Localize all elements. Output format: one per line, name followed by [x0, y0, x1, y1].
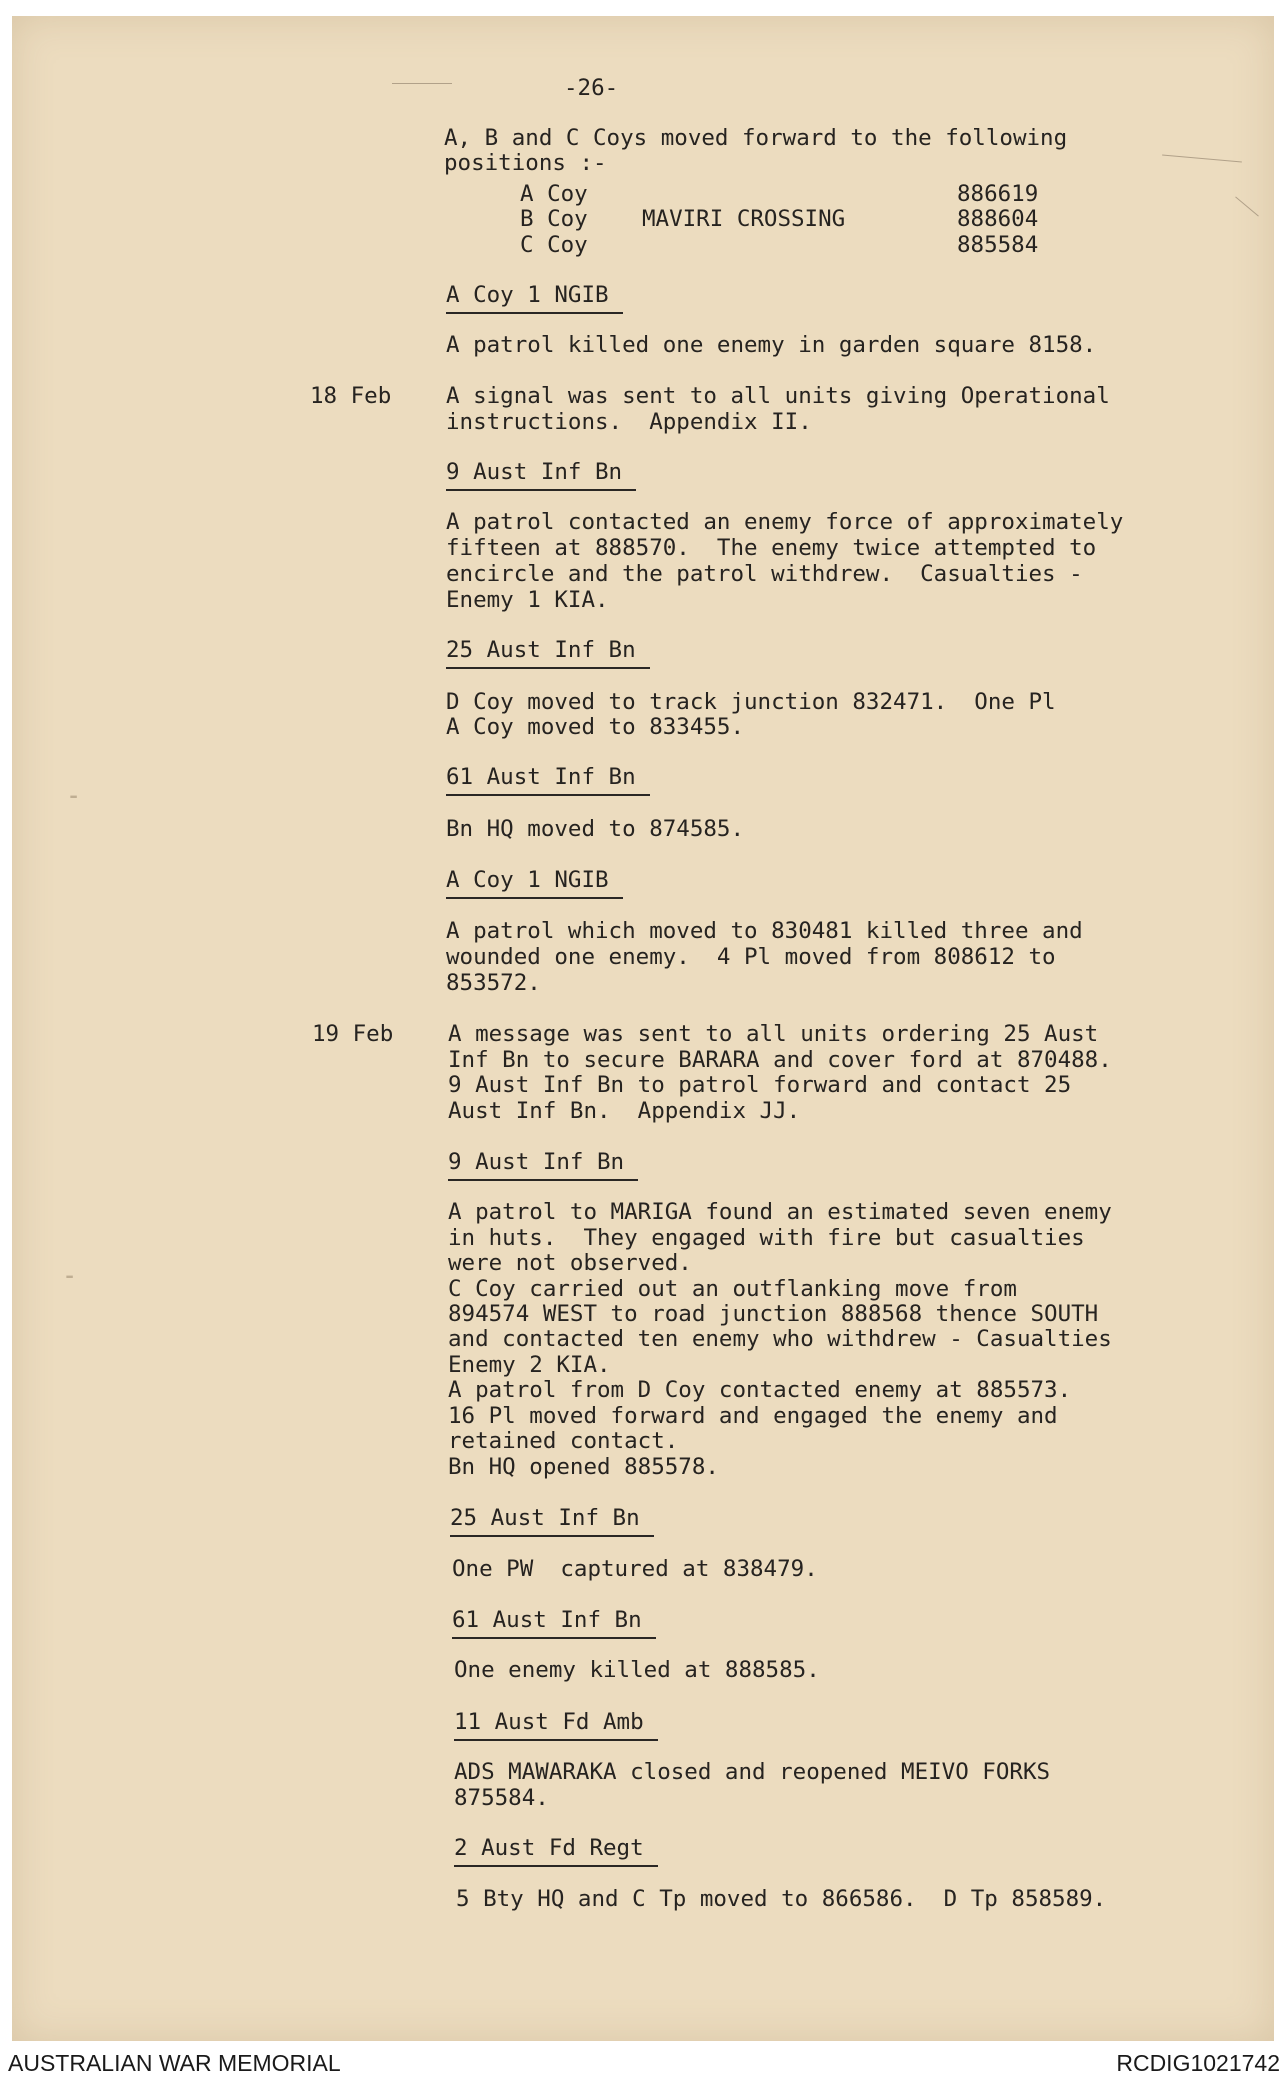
unit-heading: 11 Aust Fd Amb — [454, 1710, 658, 1741]
entry-line: Aust Inf Bn. Appendix JJ. — [448, 1098, 801, 1124]
punch-hole-mark: ⁃ — [64, 1266, 75, 1291]
punch-hole-mark: ⁃ — [68, 786, 79, 811]
unit-heading: 61 Aust Inf Bn — [452, 1608, 656, 1639]
page-number: -26- — [564, 75, 619, 101]
entry-line: D Coy moved to track junction 832471. One Pl — [446, 689, 1056, 715]
entry-line: A patrol killed one enemy in garden square 8158. — [446, 332, 1097, 358]
intro-line: A, B and C Coys moved forward to the following — [444, 125, 1068, 151]
entry-line: 853572. — [446, 970, 541, 996]
entry-line: A patrol from D Coy contacted enemy at 885573. — [448, 1377, 1072, 1403]
entry-line: Enemy 1 KIA. — [446, 587, 609, 613]
entry-line: A patrol to MARIGA found an estimated seven enemy — [448, 1199, 1112, 1225]
position-grid: 888604 — [957, 206, 1039, 232]
unit-heading: 25 Aust Inf Bn — [450, 1506, 654, 1537]
entry-line: and contacted ten enemy who withdrew - Casualties — [448, 1326, 1112, 1352]
entry-line: Inf Bn to secure BARARA and cover ford at 870488. — [448, 1047, 1112, 1073]
entry-line: Enemy 2 KIA. — [448, 1352, 611, 1378]
position-grid: 886619 — [957, 181, 1039, 207]
unit-heading: 9 Aust Inf Bn — [446, 460, 636, 491]
position-coy: C Coy — [520, 232, 588, 258]
position-coy: A Coy — [520, 181, 588, 207]
unit-heading: 25 Aust Inf Bn — [446, 638, 650, 669]
entry-line: wounded one enemy. 4 Pl moved from 808612 to — [446, 944, 1056, 970]
entry-line: A patrol contacted an enemy force of approximately — [446, 509, 1124, 535]
pencil-mark — [392, 83, 452, 84]
entry-line: Bn HQ opened 885578. — [448, 1454, 719, 1480]
entry-date: 18 Feb — [310, 383, 392, 409]
position-grid: 885584 — [957, 232, 1039, 258]
unit-heading: 2 Aust Fd Regt — [454, 1836, 658, 1867]
unit-heading: 9 Aust Inf Bn — [448, 1150, 638, 1181]
entry-line: in huts. They engaged with fire but casualties — [448, 1225, 1085, 1251]
entry-line: fifteen at 888570. The enemy twice attempted to — [446, 535, 1097, 561]
unit-heading: 61 Aust Inf Bn — [446, 765, 650, 796]
entry-line: 9 Aust Inf Bn to patrol forward and contact 25 — [448, 1072, 1072, 1098]
entry-line: One PW captured at 838479. — [452, 1556, 818, 1582]
entry-line: 16 Pl moved forward and engaged the enemy and — [448, 1403, 1058, 1429]
entry-line: C Coy carried out an outflanking move from — [448, 1276, 1017, 1302]
entry-line: were not observed. — [448, 1250, 692, 1276]
position-coy: B Coy — [520, 206, 588, 232]
entry-line: retained contact. — [448, 1428, 679, 1454]
entry-line: 894574 WEST to road junction 888568 thence SOUTH — [448, 1301, 1099, 1327]
entry-line: instructions. Appendix II. — [446, 409, 812, 435]
entry-line: A signal was sent to all units giving Operational — [446, 383, 1110, 409]
entry-line: 5 Bty HQ and C Tp moved to 866586. D Tp 858589. — [456, 1886, 1107, 1912]
unit-heading: A Coy 1 NGIB — [446, 283, 623, 314]
unit-heading: A Coy 1 NGIB — [446, 868, 623, 899]
entry-line: ADS MAWARAKA closed and reopened MEIVO FORKS — [454, 1759, 1051, 1785]
entry-line: 875584. — [454, 1785, 549, 1811]
entry-line: A message was sent to all units ordering 25 Aust — [448, 1021, 1099, 1047]
entry-line: encircle and the patrol withdrew. Casualties - — [446, 561, 1083, 587]
entry-line: Bn HQ moved to 874585. — [446, 816, 745, 842]
position-location: MAVIRI CROSSING — [642, 206, 846, 232]
footer-archive-name: AUSTRALIAN WAR MEMORIAL — [8, 2050, 341, 2076]
entry-line: A patrol which moved to 830481 killed three and — [446, 918, 1083, 944]
entry-line: One enemy killed at 888585. — [454, 1657, 820, 1683]
intro-line: positions :- — [444, 150, 607, 176]
pencil-mark — [1162, 155, 1242, 163]
pencil-mark — [1235, 196, 1259, 216]
footer-record-id: RCDIG1021742 — [1116, 2050, 1280, 2076]
entry-date: 19 Feb — [312, 1021, 394, 1047]
entry-line: A Coy moved to 833455. — [446, 714, 745, 740]
